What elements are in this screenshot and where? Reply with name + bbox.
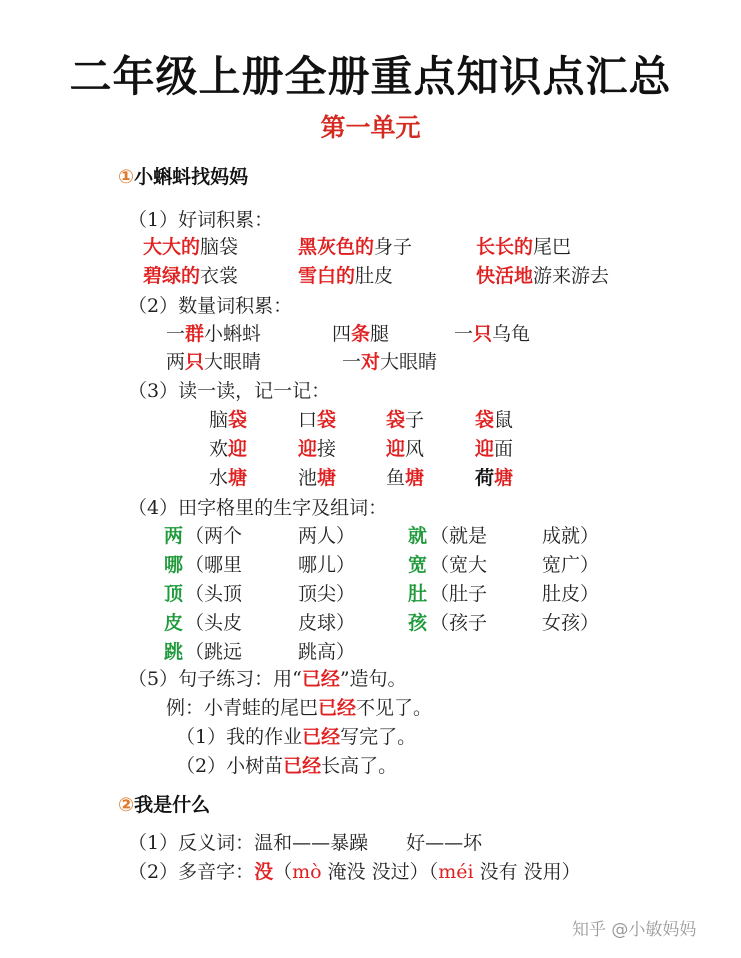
- word-item: 大大的脑袋: [143, 236, 239, 258]
- word-item: 肚皮）: [542, 583, 600, 605]
- word-item: 口袋: [298, 409, 337, 431]
- new-character: 宽: [408, 554, 428, 576]
- word-item: 一群小蝌蚪: [166, 323, 262, 345]
- word-item: （孩子: [430, 612, 488, 634]
- word-item: 宽广）: [542, 554, 600, 576]
- word-item: 长长的尾巴: [476, 236, 572, 258]
- word-item: 迎风: [386, 438, 425, 460]
- word-item: 黑灰色的身子: [298, 236, 413, 258]
- section-heading: （1）好词积累：: [128, 209, 274, 231]
- word-item: （肚子: [430, 583, 488, 605]
- word-item: （宽大: [430, 554, 488, 576]
- word-item: 袋子: [386, 409, 425, 431]
- word-item: （两个: [185, 525, 243, 547]
- word-item: 雪白的肚皮: [298, 265, 394, 287]
- new-character: 孩: [408, 612, 428, 634]
- word-item: 一对大眼睛: [342, 351, 438, 373]
- word-item: （头顶: [185, 583, 243, 605]
- word-item: 快活地游来游去: [476, 265, 610, 287]
- word-item: （跳远: [185, 641, 243, 663]
- lesson-number-badge: ②: [118, 794, 135, 816]
- word-item: 顶尖）: [298, 583, 356, 605]
- word-item: 脑袋: [209, 409, 248, 431]
- word-item: 四条腿: [332, 323, 390, 345]
- word-item: 一只乌龟: [454, 323, 531, 345]
- word-item: 女孩）: [542, 612, 600, 634]
- word-item: 池塘: [298, 467, 337, 489]
- word-item: 荷塘: [475, 467, 514, 489]
- new-character: 就: [408, 525, 428, 547]
- new-character: 跳: [164, 641, 184, 663]
- word-item: （头皮: [185, 612, 243, 634]
- lesson-heading: [118, 790, 210, 817]
- watermark-text: 知乎 @小敏妈妈: [572, 920, 697, 940]
- lesson-title: 我是什么: [134, 794, 211, 816]
- word-item: 两人）: [298, 525, 356, 547]
- section-heading: （5）句子练习：用“已经”造句。: [128, 668, 407, 690]
- word-item: 哪儿）: [298, 554, 356, 576]
- new-character: 哪: [164, 554, 184, 576]
- word-item: （哪里: [185, 554, 243, 576]
- section-heading: （3）读一读，记一记：: [128, 380, 331, 402]
- word-item: 跳高）: [298, 641, 356, 663]
- example-sentence: 例：小青蛙的尾巴已经不见了。: [166, 697, 433, 719]
- unit-heading: 第一单元: [320, 113, 421, 142]
- word-item: 碧绿的衣裳: [143, 265, 239, 287]
- section-heading: （2）数量词积累：: [128, 295, 293, 317]
- word-item: 袋鼠: [475, 409, 514, 431]
- lesson-title: 小蝌蚪找妈妈: [134, 166, 249, 188]
- section-heading: （4）田字格里的生字及组词：: [128, 497, 388, 519]
- lesson-heading: [118, 162, 248, 189]
- word-item: （就是: [430, 525, 488, 547]
- word-item: 成就）: [542, 525, 600, 547]
- word-item: 两只大眼睛: [166, 351, 262, 373]
- polyphone-line: （2）多音字：没（mò 淹没 没过）（méi 没有 没用）: [128, 861, 581, 883]
- lesson-number-badge: ①: [118, 166, 135, 188]
- page-title: 二年级上册全册重点知识点汇总: [69, 52, 672, 101]
- new-character: 两: [164, 525, 184, 547]
- antonym-line: （1）反义词：温和——暴躁 好——坏: [128, 832, 483, 854]
- word-item: 迎面: [475, 438, 514, 460]
- practice-sentence: （2）小树苗已经长高了。: [176, 755, 398, 777]
- word-item: 迎接: [298, 438, 337, 460]
- new-character: 肚: [408, 583, 428, 605]
- word-item: 水塘: [209, 467, 248, 489]
- practice-sentence: （1）我的作业已经写完了。: [176, 726, 417, 748]
- word-item: 皮球）: [298, 612, 356, 634]
- new-character: 顶: [164, 583, 184, 605]
- word-item: 鱼塘: [386, 467, 425, 489]
- new-character: 皮: [164, 612, 184, 634]
- word-item: 欢迎: [209, 438, 248, 460]
